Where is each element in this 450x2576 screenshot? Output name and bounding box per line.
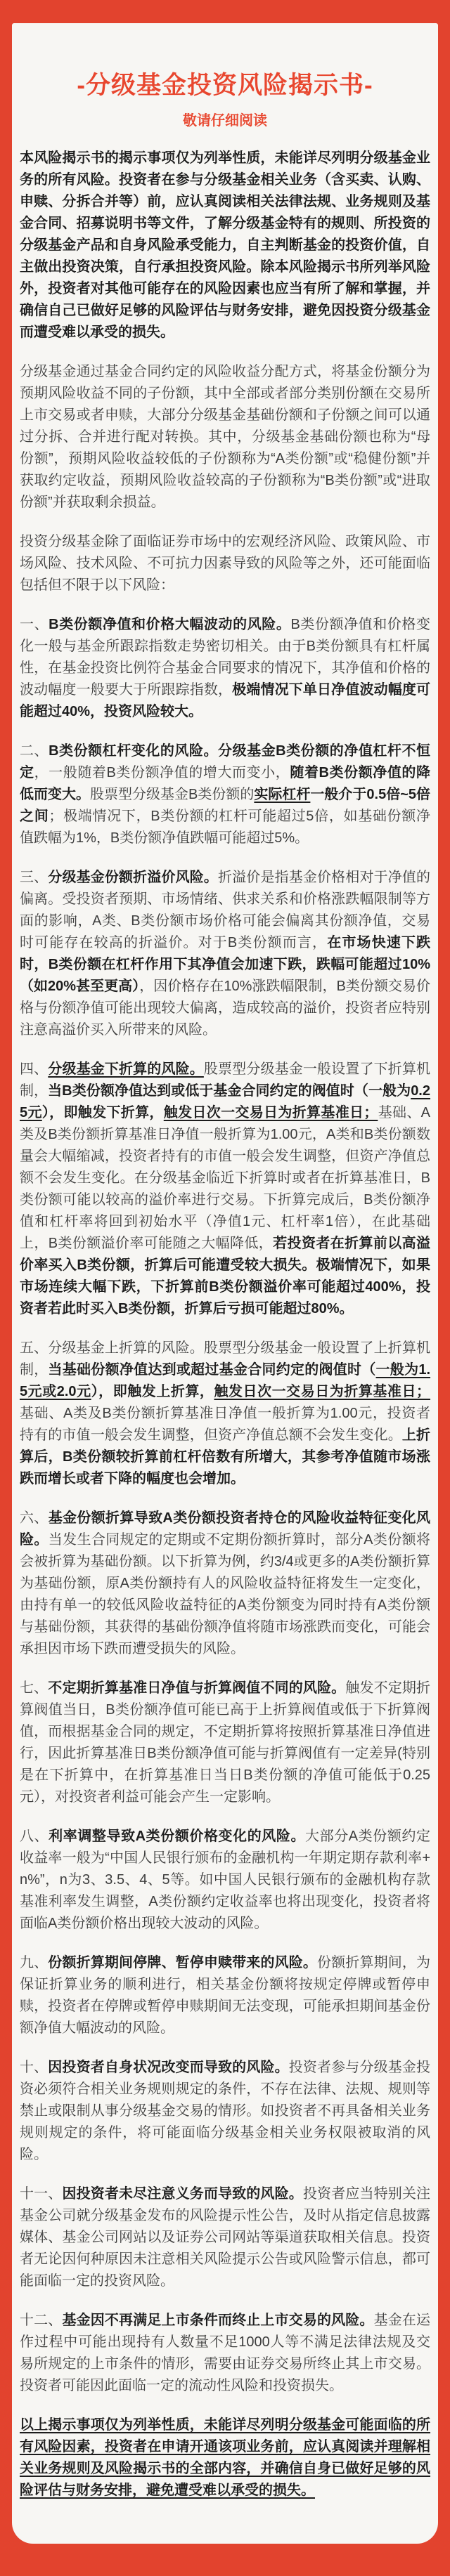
body-text: 基础、A类及B类份额折算基准日净值一般折算为1.00元，A类和B类份额数量会大幅缩减，投资者持有的市值一般会发生调整，但资产净值总额不会发生变化。在分级基金临近下折算时或者在折算基准日，B类份额可能以较高的溢价率进行交易。下折算完成后，B类份额净值和杠杆率将回到初始水平（净值1元、杠杆率1倍），在此基础上，B类份额溢价率可能随之大幅降低， — [20, 1105, 431, 1251]
emphasis-text: 基金份额折算导致A类份额投资者持仓的风险收益特征变化风险。 — [20, 1510, 430, 1548]
body-text: 触发不定期折算阀值当日，B类份额净值可能已高于上折算阀值或低于下折算阀值，而根据基金合同的规定，不定期折算将按照折算基准日净值进行，因此折算基准日B类份额净值可能与折算阀值有一定差异(特别是在下折算中，在折算基准日当日B类份额的净值可能低于0.25元），对投资者利益可能会产生一定影响。 — [20, 1680, 431, 1805]
emphasis-text: 分级基金B类份额的净值杠杆不恒定 — [20, 743, 430, 780]
body-text: 十二、 — [20, 2313, 63, 2328]
bottom-margin — [0, 2544, 450, 2576]
emphasis-text: 若投资者在折算前以高溢价率买入B类份额，折算后可能遭受较大损失。极端情况下，如果市场连续大幅下跌，下折算前B类份额溢价率可能超过400%，投资者若此时买入B类份额，折算后亏损可能超过80%。 — [20, 1236, 431, 1316]
body-text: 股票型分级基金一般设置了下折算机制， — [20, 1061, 431, 1099]
emphasis-text: 一般为1.5元或2.0元 — [20, 1362, 431, 1399]
emphasis-text: 当基础份额净值达到或超过基金合同约定的阀值时（ — [48, 1362, 376, 1378]
page-subtitle: 敬请仔细阅读 — [183, 113, 267, 129]
body-text: 份额折算期间，为保证折算业务的顺利进行，相关基金份额将按规定停牌或暂停申赎，投资者在停牌或暂停申赎期间无法变现，可能承担期间基金份额净值大幅波动的风险。 — [20, 1955, 431, 2036]
body-text: 大部分A类份额约定收益率一般为“中国人民银行颁布的金融机构一年期定期存款利率+n%”，n为3、3.5、4、5等。如中国人民银行颁布的金融机构存款基准利率发生调整，A类份额约定收益率也将出现变化，投资者将面临A类份额价格出现较大波动的风险。 — [20, 1829, 431, 1931]
body-text: 八、 — [20, 1829, 49, 1844]
emphasis-text: 不定期折算基准日净值与折算阀值不同的风险。 — [48, 1680, 346, 1696]
risk-item-2 — [20, 740, 430, 849]
page-title: -分级基金投资风险揭示书- — [77, 72, 373, 99]
emphasis-text: 基金因不再满足上市条件而终止上市交易的风险。 — [62, 2313, 374, 2328]
body-text: 六、 — [20, 1510, 49, 1526]
risk-item-4 — [20, 1059, 430, 1320]
emphasis-text: 分级基金份额折溢价风险。 — [48, 870, 219, 885]
emphasis-text: 利率调整导致A类份额价格变化的风险。 — [49, 1829, 306, 1844]
body-text: ，一般随着B类份额净值的增大而变小， — [34, 765, 290, 780]
closing-paragraph — [20, 2414, 430, 2502]
emphasis-text: 实际杠杆 — [254, 787, 311, 802]
body-text: B类份额净值和价格变化一般与基金所跟踪指数走势密切相关。由于B类份额具有杠杆属性，在基金投资比例符合基金合同要求的情况下，其净值和价格的波动幅度一般要大于所跟踪指数， — [20, 617, 431, 698]
emphasis-text: 因投资者未尽注意义务而导致的风险。 — [62, 2186, 303, 2202]
risk-item-6 — [20, 1508, 430, 1660]
risk-item-8 — [20, 1826, 430, 1935]
emphasis-text: 本风险揭示书的揭示事项仅为列举性质，未能详尽列明分级基金业务的所有风险。投资者在参与分级基金相关业务（含买卖、认购、申赎、分拆合并等）前，应认真阅读相关法律法规、业务规则及基金合同、招募说明书等文件，了解分级基金特有的规则、所投资的分级基金产品和自身风险承受能力，自主判断基金的投资价值，自主做出投资决策，自行承担投资风险。除本风险揭示书所列举风险外，投资者对其他可能存在的风险因素也应当有所了解和掌握，并确信自己已做好足够的风险评估与财务安排，避免因投资分级基金而遭受难以承受的损失。 — [20, 150, 430, 340]
intro-paragraph — [20, 148, 430, 344]
body-text: 二、 — [20, 743, 49, 759]
body-text: ，因价格存在10%涨跌幅限制，B类份额交易价格与份额净值可能出现较大偏离，造成较高的溢价，投资者应特别注意高溢价买入所带来的风险。 — [20, 979, 431, 1038]
body-text: 基础、A类及B类份额折算基准日净值一般折算为1.00元，投资者持有的市值一般会发生调整，但资产净值总额不会发生变化。 — [20, 1406, 430, 1443]
risk-item-7 — [20, 1678, 430, 1808]
body-text: 股票型分级基金B类份额的 — [90, 787, 255, 802]
emphasis-text: B类份额净值和价格大幅波动的风险。 — [49, 617, 291, 632]
risk-item-3 — [20, 867, 430, 1041]
body-text: 四、 — [20, 1061, 49, 1077]
body-text: 投资分级基金除了面临证券市场中的宏观经济风险、政策风险、市场风险、技术风险、不可抗力因素导致的风险等之外，还可能面临包括但不限于以下风险： — [20, 534, 430, 593]
risk-item-10 — [20, 2057, 430, 2166]
body-text: 九、 — [20, 1955, 49, 1970]
risk-list-intro — [20, 531, 430, 596]
emphasis-text: 以上揭示事项仅为列举性质，未能详尽列明分级基金可能面临的所有风险因素，投资者在申请开通该项业务前，应认真阅读并理解相关业务规则及风险揭示书的全部内容，并确信自身已做好足够的风险评估与财务安排，避免遭受难以承受的损失。 — [20, 2417, 430, 2498]
emphasis-text: 当B类份额净值达到或低于基金合同约定的阀值时（一般为 — [48, 1083, 411, 1099]
document-body — [20, 148, 430, 2502]
emphasis-text: ），即触发上折算， — [91, 1384, 214, 1399]
emphasis-text: 在市场快速下跌时，B类份额在杠杆作用下其净值会加速下跌，跌幅可能超过10%（如20%甚至更高） — [20, 935, 431, 994]
body-text: 投资者参与分级基金投资必须符合相关业务规则规定的条件，不存在法律、法规、规则等禁止或限制从事分级基金交易的情形。如投资者不再具备相关业务规则规定的条件，将可能面临分级基金相关业务权限被取消的风险。 — [20, 2060, 431, 2162]
emphasis-text: 分级基金下折算的风险。 — [48, 1061, 204, 1077]
risk-item-9 — [20, 1952, 430, 2039]
emphasis-text: ），即触发下折算， — [41, 1105, 164, 1120]
emphasis-text: 随着B类份额净值的降低而变大。 — [20, 765, 431, 802]
body-text: ；极端情况下，B类份额的杠杆可能超过5倍，如基础份额净值跌幅为1%，B类份额净值跌幅可能超过5%。 — [20, 809, 431, 846]
body-text: 一、 — [20, 617, 49, 632]
body-text: 三、 — [20, 870, 49, 885]
emphasis-text: 份额折算期间停牌、暂停申赎带来的风险。 — [48, 1955, 318, 1970]
emphasis-text: 极端情况下单日净值波动幅度可能超过40%，投资风险较大。 — [20, 682, 431, 719]
body-text: 投资者应当特别关注基金公司就分级基金发布的风险提示性公告，及时从指定信息披露媒体、基金公司网站以及证券公司网站等渠道获取相关信息。投资者无论因何种原因未注意相关风险提示公告或风险警示信息，都可能面临一定的投资风险。 — [20, 2186, 431, 2289]
body-text: 当发生合同规定的定期或不定期份额折算时，部分A类份额将会被折算为基础份额。以下折算为例，约3/4或更多的A类份额折算为基础份额，原A类份额持有人的风险收益特征将发生一定变化，由持有单一的较低风险收益特征的A类份额变为同时持有A类份额与基础份额，其获得的基础份额净值将随市场涨跌而变化，可能会承担因市场下跌而遭受损失的风险。 — [20, 1532, 431, 1656]
body-text: 分级基金通过基金合同约定的风险收益分配方式，将基金份额分为预期风险收益不同的子份额，其中全部或者部分类别份额在交易所上市交易或者申赎，大部分分级基金基础份额和子份额之间可以通过分拆、合并进行配对转换。其中，分级基金基础份额也称为“母份额”，预期风险收益较低的子份额称为“A类份额”或“稳健份额”并获取约定收益，预期风险收益较高的子份额称为“B类份额”或“进取份额”并获取剩余损益。 — [20, 364, 430, 510]
body-text: 十一、 — [20, 2186, 63, 2202]
emphasis-text: 0.25元 — [20, 1083, 430, 1120]
emphasis-text: 因投资者自身状况改变而导致的风险。 — [48, 2060, 289, 2075]
emphasis-text: B类份额杠杆变化的风险。 — [49, 743, 218, 759]
risk-item-11 — [20, 2183, 430, 2292]
document-card — [12, 23, 438, 2544]
emphasis-text: 上折算后，B类份额较折算前杠杆倍数有所增大，其参考净值随市场涨跌而增长或者下降的幅度也会增加。 — [20, 1427, 431, 1486]
risk-item-12 — [20, 2310, 430, 2397]
body-text: 十、 — [20, 2060, 49, 2075]
body-text: 五、分级基金上折算的风险。股票型分级基金一般设置了上折算机制， — [20, 1340, 430, 1378]
emphasis-text: 一般介于0.5倍~5倍之间 — [20, 787, 431, 824]
body-text: 折溢价是指基金价格相对于净值的偏离。受投资者预期、市场情绪、供求关系和价格涨跌幅限制等方面的影响，A类、B类份额市场价格可能会偏离其份额净值，交易时可能存在较高的折溢价。对于B类份额而言， — [20, 870, 431, 950]
emphasis-text: 触发日次一交易日为折算基准日； — [214, 1384, 430, 1399]
definition-paragraph — [20, 361, 430, 514]
body-text: 七、 — [20, 1680, 49, 1696]
risk-item-5 — [20, 1338, 430, 1490]
body-text: 基金在运作过程中可能出现持有人数量不足1000人等不满足法律法规及交易所规定的上市条件的情形，需要由证券交易所终止其上市交易。投资者可能因此面临一定的流动性风险和投资损失。 — [20, 2313, 431, 2393]
risk-item-1 — [20, 614, 430, 723]
emphasis-text: 触发日次一交易日为折算基准日； — [163, 1105, 378, 1120]
